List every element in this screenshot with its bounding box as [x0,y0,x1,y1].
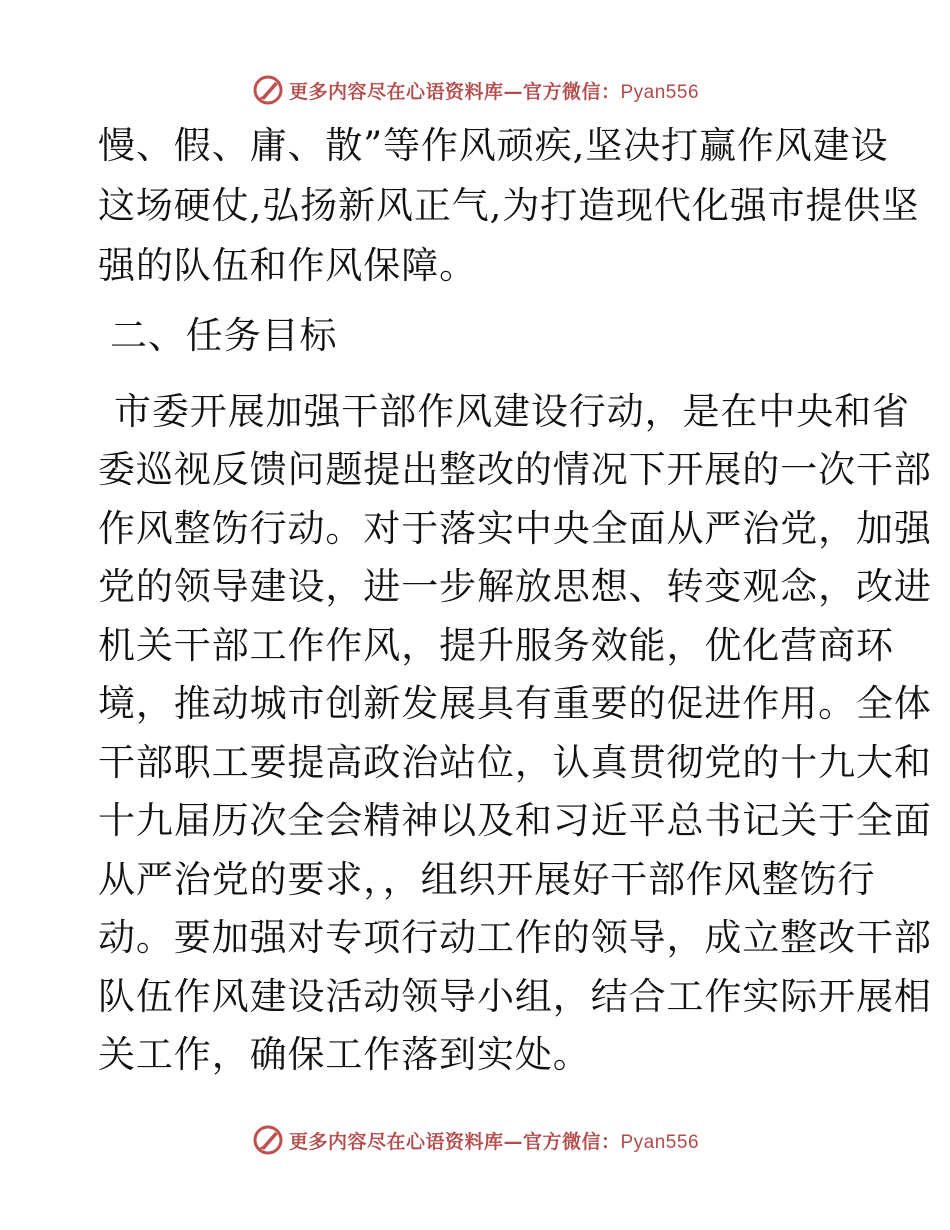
paragraph-line: 强的队伍和作风保障。 [98,244,477,287]
watermark-wechat-handle: Pyan556 [620,1131,700,1153]
watermark-label: 更多内容尽在心语资料库—官方微信： [288,80,621,103]
paragraph-line: 境，推动城市创新发展具有重要的促进作用。全体 [98,682,932,725]
paragraph-line: 动。要加强对专项行动工作的领导，成立整改干部 [98,916,932,959]
paragraph-line: 队伍作风建设活动领导小组，结合工作实际开展相 [98,975,932,1018]
watermark-wechat-handle: Pyan556 [620,81,700,103]
paragraph-line: 作风整饬行动。对于落实中央全面从严治党，加强 [98,507,932,550]
paragraph-line: 干部职工要提高政治站位，认真贯彻党的十九大和 [98,741,932,784]
paragraph-line: 委巡视反馈问题提出整改的情况下开展的一次干部 [98,448,932,491]
quill-logo-icon [251,1123,285,1157]
section-heading: 二、任务目标 [110,314,338,357]
footer-watermark-banner [0,1120,950,1160]
watermark-text [289,1127,699,1154]
paragraph-line: 市委开展加强干部作风建设行动，是在中央和省 [114,390,910,433]
paragraph-line: 党的领导建设，进一步解放思想、转变观念，改进 [98,565,932,608]
quill-logo-icon [251,73,285,107]
header-watermark-banner [0,70,950,110]
paragraph-line: 从严治党的要求，，组织开展好干部作风整饬行 [98,858,876,901]
paragraph-line: 机关干部工作作风，提升服务效能，优化营商环 [98,624,894,667]
paragraph-line: 这场硬仗,弘扬新风正气,为打造现代化强市提供坚 [98,184,920,227]
paragraph-line: 慢、假、庸、散”等作风顽疾,坚决打赢作风建设 [98,124,889,167]
paragraph-line: 关工作，确保工作落到实处。 [98,1033,591,1076]
watermark-label: 更多内容尽在心语资料库—官方微信： [288,1130,621,1153]
paragraph-line: 十九届历次全会精神以及和习近平总书记关于全面 [98,799,932,842]
watermark-text [289,77,699,104]
